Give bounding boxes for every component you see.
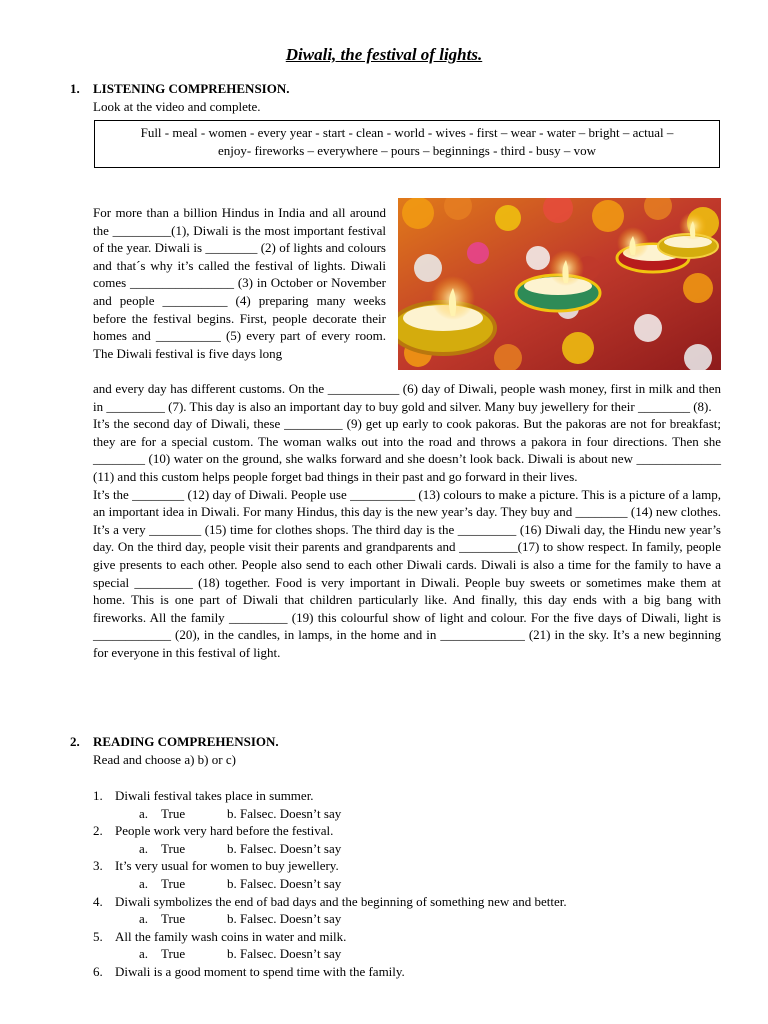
option-a-letter: a. [139, 805, 149, 821]
option-a-letter: a. [139, 911, 149, 927]
word-bank-line-2: enjoy- fireworks – everywhere – pours – beginnings - third - busy – vow [217, 143, 596, 158]
option-true[interactable]: True [161, 805, 186, 821]
question-number: 5. [93, 928, 103, 944]
answer-options [93, 875, 693, 893]
question-item [93, 857, 693, 875]
passage-paragraph-3: It’s the ________ (12) day of Diwali. People use __________ (13) colours to make a picture. This is a picture of a lamp, an important idea in Diwali. For many Hindus, this day is the new year’s day. They buy and ________ (14) new clothes. It’s a very ________ (15) time for clothes shops. The third day is the _________ (16) Diwali day, the Hindu new year’s day. On the third day, people visit their parents and grandparents and _________(17) to show respect. In family, people give presents to each other. People also send to each other Diwali cards. Diwali is also a time for the family to have a special _________ (18) together. Food is very important in Diwali. People buy sweets or sometimes make them at home. This is one part of Diwali that children particularly like. And finally, this day ends with a big bang with fireworks. All the family _________ (19) this colourful show of light and colour. For the five days of Diwali, light is ____________ (20), in the candles, in lamps, in the home and in _____________ (21) in the sky. It’s a new beginning for everyone in this festival of light. [93, 486, 721, 660]
question-number: 1. [93, 788, 103, 803]
section1-number: 1. [70, 81, 80, 96]
option-a-letter: a. [139, 840, 149, 856]
question-item [93, 928, 693, 946]
option-true[interactable]: True [161, 840, 186, 856]
question-text: All the family wash coins in water and milk. [115, 928, 347, 944]
passage-paragraph-1-end: and every day has different customs. On the ___________ (6) day of Diwali, people wash money, first in milk and then in _________ (7). This day is also an important day to buy gold and silver. Many buy jewellery for their ________ (8). [93, 381, 721, 414]
question-item [93, 893, 693, 911]
answer-options [93, 805, 693, 823]
option-true[interactable]: True [161, 911, 186, 927]
option-false-doesnt-say[interactable]: b. Falsec. Doesn’t say [227, 805, 342, 821]
diwali-lamps-photo [398, 198, 721, 370]
question-text: Diwali is a good moment to spend time with the family. [115, 963, 405, 979]
section1-instruction: Look at the video and complete. [93, 99, 261, 114]
word-bank-line-1: Full - meal - women - every year - start - clean - world - wives - first – wear - water – bright – actual – [140, 125, 674, 140]
answer-options [93, 840, 693, 858]
question-item [93, 963, 693, 981]
question-number: 2. [93, 823, 103, 839]
option-false-doesnt-say[interactable]: b. Falsec. Doesn’t say [227, 911, 342, 927]
section1-heading-text: LISTENING COMPREHENSION. [93, 81, 290, 96]
question-text: People work very hard before the festival. [115, 823, 334, 839]
question-number: 3. [93, 858, 103, 874]
question-item [93, 787, 693, 805]
question-item [93, 822, 693, 840]
option-a-letter: a. [139, 875, 149, 891]
question-text: It’s very usual for women to buy jewellery. [115, 858, 339, 874]
word-bank-box [94, 120, 720, 168]
answer-options [93, 945, 693, 963]
section2-number: 2. [70, 734, 80, 749]
option-true[interactable]: True [161, 946, 186, 962]
question-list [93, 787, 693, 981]
option-true[interactable]: True [161, 875, 186, 891]
option-false-doesnt-say[interactable]: b. Falsec. Doesn’t say [227, 840, 342, 856]
answer-options [93, 910, 693, 928]
document-title: Diwali, the festival of lights. [285, 45, 483, 64]
question-text: Diwali festival takes place in summer. [115, 788, 314, 803]
passage-paragraph-2: It’s the second day of Diwali, these _________ (9) get up early to cook pakoras. But the pakoras are not for breakfast; they are for a special custom. The woman walks out into the road and throws a pakora in four directions. Then she ________ (10) water on the ground, she walks forward and she doesn’t look back. Diwali is about new _____________ (11) and this custom helps people forget bad things in their past and go forward in their lives. [93, 416, 721, 484]
question-text: Diwali symbolizes the end of bad days and the beginning of something new and better. [115, 893, 567, 909]
option-a-letter: a. [139, 946, 149, 962]
option-false-doesnt-say[interactable]: b. Falsec. Doesn’t say [227, 946, 342, 962]
section1-heading [70, 81, 289, 97]
section2-heading [70, 734, 279, 750]
passage-text-block-1 [93, 380, 721, 662]
section2-heading-text: READING COMPREHENSION. [93, 734, 279, 749]
section2-instruction: Read and choose a) b) or c) [93, 752, 236, 767]
question-number: 4. [93, 893, 103, 909]
question-number: 6. [93, 963, 103, 979]
option-false-doesnt-say[interactable]: b. Falsec. Doesn’t say [227, 875, 342, 891]
passage-text-wrapped: For more than a billion Hindus in India and all around the _________(1), Diwali is the most important festival of the year. Diwali is ________ (2) of lights and colours and that´s why it’s called the festival of lights. Diwali comes ________________ (3) in October or November and people __________ (4) preparing many weeks before the festival begins. First, people decorate their homes and __________ (5) every part of every room. The Diwali festival is five days long [93, 205, 386, 361]
